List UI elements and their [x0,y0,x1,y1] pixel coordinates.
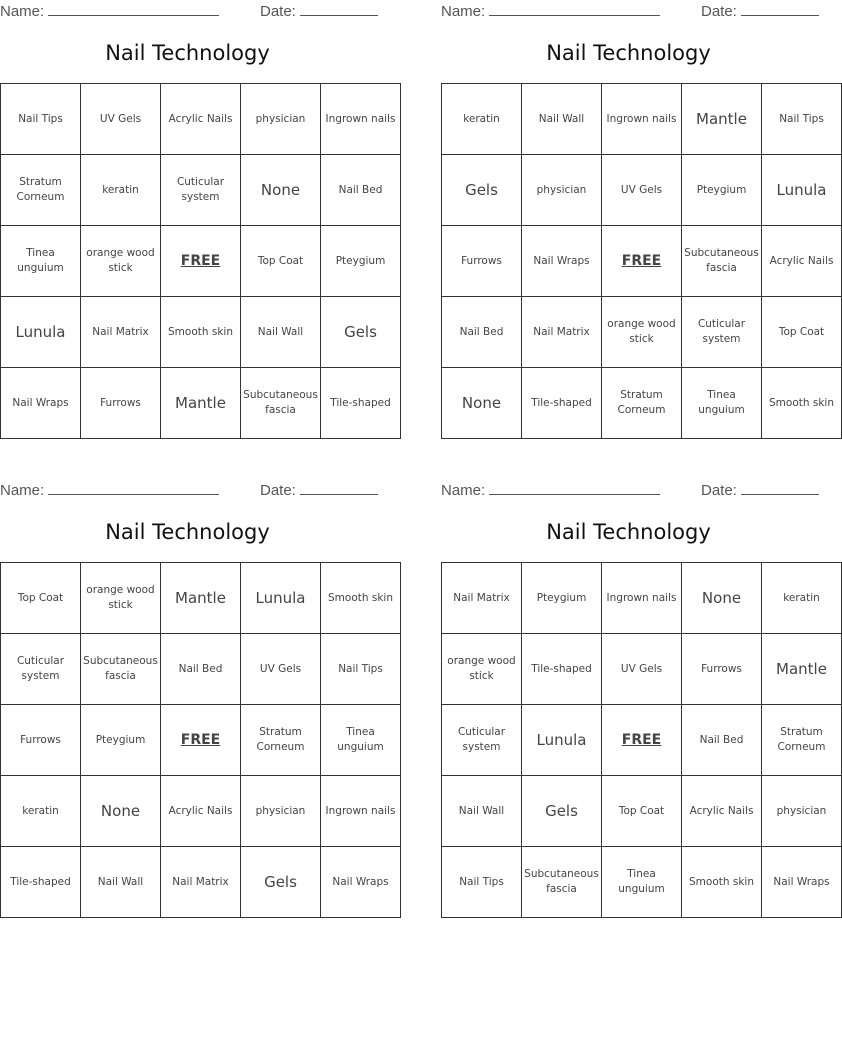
bingo-grid [441,562,842,918]
bingo-card-4 [441,479,830,919]
bingo-cell: Furrows [682,634,762,705]
bingo-cell: orange wood stick [442,634,522,705]
free-space-cell: FREE [161,226,241,297]
bingo-cell: UV Gels [241,634,321,705]
bingo-cell: Nail Tips [1,84,81,155]
grid-row [442,297,842,368]
bingo-cell: Nail Matrix [442,563,522,634]
bingo-cell: Smooth skin [762,368,842,439]
bingo-cell: orange wood stick [602,297,682,368]
bingo-cell: Nail Wraps [522,226,602,297]
name-date-line [441,480,816,500]
bingo-cell: Gels [442,155,522,226]
bingo-cell: physician [241,84,321,155]
bingo-cell: Gels [241,847,321,918]
bingo-cell: Nail Matrix [161,847,241,918]
bingo-cell: Smooth skin [682,847,762,918]
bingo-cell: Top Coat [602,776,682,847]
bingo-cell: Stratum Corneum [1,155,81,226]
name-blank [489,1,660,16]
bingo-cell: UV Gels [81,84,161,155]
bingo-cell: Gels [321,297,401,368]
bingo-cell: Nail Wall [522,84,602,155]
bingo-cell: Tinea unguium [682,368,762,439]
grid-row [442,226,842,297]
card-title: Nail Technology [105,520,270,544]
bingo-cell: Subcutaneous fascia [682,226,762,297]
free-space-cell: FREE [161,705,241,776]
bingo-cell: Nail Wall [442,776,522,847]
bingo-cell: Pteygium [682,155,762,226]
bingo-cell: Nail Tips [321,634,401,705]
bingo-cell: Ingrown nails [602,563,682,634]
grid-row [1,226,401,297]
bingo-cell: Subcutaneous fascia [522,847,602,918]
bingo-cell: Mantle [762,634,842,705]
bingo-cell: Nail Wraps [1,368,81,439]
bingo-cell: Nail Matrix [522,297,602,368]
grid-row [1,776,401,847]
name-date-line [441,1,816,21]
bingo-cell: keratin [442,84,522,155]
bingo-cell: Nail Bed [682,705,762,776]
grid-row [442,368,842,439]
bingo-cell: Furrows [81,368,161,439]
bingo-cell: Smooth skin [161,297,241,368]
bingo-cell: Ingrown nails [321,776,401,847]
bingo-cell: Nail Wraps [762,847,842,918]
grid-row [442,155,842,226]
grid-row [442,563,842,634]
bingo-cell: Lunula [522,705,602,776]
name-date-line [0,480,375,500]
card-title: Nail Technology [546,520,711,544]
bingo-cell: Mantle [161,563,241,634]
bingo-cell: Nail Tips [442,847,522,918]
bingo-cell: Tile-shaped [522,634,602,705]
bingo-cell: orange wood stick [81,226,161,297]
bingo-cell: None [81,776,161,847]
name-date-line [0,1,375,21]
bingo-cell: Pteygium [522,563,602,634]
bingo-cell: physician [241,776,321,847]
bingo-cell: physician [522,155,602,226]
bingo-cell: Acrylic Nails [161,84,241,155]
grid-row [1,297,401,368]
bingo-cell: Nail Bed [161,634,241,705]
bingo-grid [0,83,401,439]
bingo-cell: Cuticular system [1,634,81,705]
date-blank [300,480,378,495]
bingo-cell: Cuticular system [682,297,762,368]
bingo-cell: Mantle [161,368,241,439]
grid-row [442,847,842,918]
grid-row [1,84,401,155]
bingo-grid [441,83,842,439]
bingo-cell: Stratum Corneum [241,705,321,776]
bingo-cell: Nail Wall [241,297,321,368]
name-label: Name: [441,482,486,499]
bingo-cell: Gels [522,776,602,847]
bingo-cell: Cuticular system [161,155,241,226]
bingo-cell: Ingrown nails [321,84,401,155]
free-space-cell: FREE [602,705,682,776]
bingo-cell: Subcutaneous fascia [241,368,321,439]
bingo-cell: Nail Wall [81,847,161,918]
bingo-cell: Tile-shaped [522,368,602,439]
bingo-card-2 [441,0,834,440]
bingo-cell: Tinea unguium [321,705,401,776]
grid-row [1,155,401,226]
bingo-cell: keratin [762,563,842,634]
bingo-cell: keratin [1,776,81,847]
bingo-cell: Cuticular system [442,705,522,776]
bingo-cell: Nail Wraps [321,847,401,918]
bingo-cell: Acrylic Nails [161,776,241,847]
bingo-cell: Pteygium [81,705,161,776]
bingo-cell: keratin [81,155,161,226]
bingo-cell: Acrylic Nails [682,776,762,847]
bingo-cell: Top Coat [1,563,81,634]
bingo-cell: Furrows [1,705,81,776]
date-blank [300,1,378,16]
bingo-cell: Lunula [1,297,81,368]
bingo-card-3 [0,479,396,919]
grid-row [1,563,401,634]
bingo-cell: Lunula [762,155,842,226]
bingo-cell: Nail Bed [442,297,522,368]
date-label: Date: [260,482,296,499]
bingo-cell: physician [762,776,842,847]
name-blank [489,480,660,495]
bingo-cell: Lunula [241,563,321,634]
bingo-cell: None [442,368,522,439]
bingo-cell: None [241,155,321,226]
free-space-cell: FREE [602,226,682,297]
grid-row [1,705,401,776]
bingo-cell: Tile-shaped [1,847,81,918]
grid-row [1,847,401,918]
bingo-cell: Mantle [682,84,762,155]
bingo-grid [0,562,401,918]
bingo-cell: orange wood stick [81,563,161,634]
bingo-cell: Acrylic Nails [762,226,842,297]
date-label: Date: [701,3,737,20]
bingo-cell: Nail Bed [321,155,401,226]
bingo-cell: Tinea unguium [602,847,682,918]
bingo-cell: Stratum Corneum [762,705,842,776]
card-title: Nail Technology [105,41,270,65]
date-blank [741,1,819,16]
name-label: Name: [441,3,486,20]
grid-row [1,634,401,705]
grid-row [1,368,401,439]
date-label: Date: [260,3,296,20]
bingo-cell: UV Gels [602,634,682,705]
bingo-cell: Nail Tips [762,84,842,155]
bingo-cell: Smooth skin [321,563,401,634]
name-label: Name: [0,3,45,20]
bingo-cell: Subcutaneous fascia [81,634,161,705]
bingo-cell: Stratum Corneum [602,368,682,439]
name-blank [48,1,219,16]
card-title: Nail Technology [546,41,711,65]
bingo-cell: UV Gels [602,155,682,226]
grid-row [442,634,842,705]
bingo-cell: Ingrown nails [602,84,682,155]
grid-row [442,705,842,776]
date-blank [741,480,819,495]
grid-row [442,776,842,847]
date-label: Date: [701,482,737,499]
grid-row [442,84,842,155]
bingo-cell: Furrows [442,226,522,297]
bingo-cell: Top Coat [241,226,321,297]
bingo-cell: Tile-shaped [321,368,401,439]
bingo-cell: Tinea unguium [1,226,81,297]
bingo-cell: None [682,563,762,634]
name-label: Name: [0,482,45,499]
bingo-card-1 [0,0,396,440]
bingo-cell: Pteygium [321,226,401,297]
bingo-cell: Nail Matrix [81,297,161,368]
bingo-cell: Top Coat [762,297,842,368]
name-blank [48,480,219,495]
